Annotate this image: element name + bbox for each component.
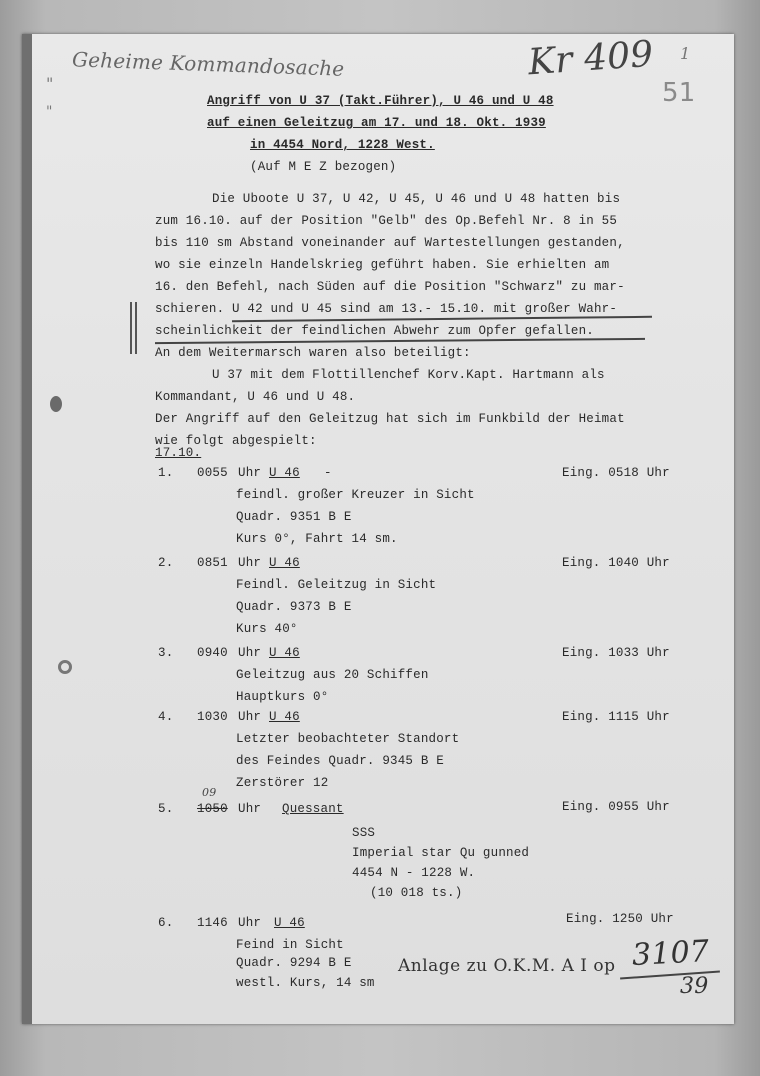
title-line-4: (Auf M E Z bezogen) [250,160,397,174]
entry-line: Kurs 0°, Fahrt 14 sm. [236,532,398,546]
entry-received: Eing. 0518 Uhr [562,466,670,480]
pencil-underline [155,338,645,344]
entry-time: 1030 [197,710,228,724]
entry-received: Eing. 1033 Uhr [562,646,670,660]
archive-reference: Kr 409 [526,33,655,84]
entry-line: Imperial star Qu gunned [352,846,530,860]
entry-line: SSS [352,826,376,840]
entry-received: Eing. 1250 Uhr [566,912,674,926]
entry-time: 0055 [197,466,228,480]
entry-sender: Quessant [282,802,344,816]
entry-received: Eing. 0955 Uhr [562,800,670,814]
entry-line: Feindl. Geleitzug in Sicht [236,578,437,592]
entry-line: feindl. großer Kreuzer in Sicht [236,488,475,502]
entry-sender: U 46 [274,916,305,930]
pencil-mark: " [46,74,54,93]
intro-line: schieren. U 42 und U 45 sind am 13.- 15.10. mit großer Wahr- [155,302,618,316]
pencil-underline [232,316,652,322]
title-line-1: Angriff von U 37 (Takt.Führer), U 46 und U 48 [207,94,554,108]
entry-received: Eing. 1115 Uhr [562,710,670,724]
intro-line: bis 110 sm Abstand voneinander auf Wartestellungen gestanden, [155,236,625,250]
intro-line: Kommandant, U 46 und U 48. [155,390,356,404]
punch-hole [50,396,62,412]
entry-line: Feind in Sicht [236,938,344,952]
entry-sender: U 46 [269,556,300,570]
intro-line: zum 16.10. auf der Position "Gelb" des Op.Befehl Nr. 8 in 55 [155,214,618,228]
entry-received: Eing. 1040 Uhr [562,556,670,570]
entry-uhr: Uhr [238,556,262,570]
intro-line: wo sie einzeln Handelskrieg geführt haben. Sie erhielten am [155,258,610,272]
intro-line: An dem Weitermarsch waren also beteiligt: [155,346,471,360]
time-correction: 09 [202,786,217,799]
entry-uhr: Uhr [238,916,262,930]
entry-line: Letzter beobachteter Standort [236,732,460,746]
margin-bar [135,302,137,354]
entry-number: 5. [158,802,174,816]
entry-uhr: Uhr [238,466,262,480]
handwritten-classification: Geheime Kommandosache [71,47,345,81]
stamp-handwritten-number: 3107 [631,934,711,973]
title-line-3: in 4454 Nord, 1228 West. [250,138,435,152]
entry-uhr: Uhr [238,802,262,816]
intro-line: scheinlichkeit der feindlichen Abwehr zum Opfer gefallen. [155,324,594,338]
entry-line: (10 018 ts.) [370,886,463,900]
document-page [22,34,734,1024]
title-line-2: auf einen Geleitzug am 17. und 18. Okt. 1939 [207,116,546,130]
entry-sender: U 46 [269,646,300,660]
stamp-handwritten-suffix: 39 [680,974,709,999]
entry-sender: U 46 [269,466,300,480]
entry-uhr: Uhr [238,710,262,724]
entry-time: 0851 [197,556,228,570]
entry-line: Quadr. 9294 B E [236,956,352,970]
entry-line: Quadr. 9351 B E [236,510,352,524]
margin-bar [130,302,132,354]
page-number-mark: 1 [680,44,691,63]
date-heading: 17.10. [155,446,202,460]
entry-number: 4. [158,710,174,724]
intro-line: wie folgt abgespielt: [155,434,317,448]
entry-line: Kurs 40° [236,622,298,636]
intro-line: U 37 mit dem Flottillenchef Korv.Kapt. Hartmann als [212,368,605,382]
intro-line: Die Uboote U 37, U 42, U 45, U 46 und U 48 hatten bis [212,192,621,206]
punch-hole-ring [58,660,72,674]
entry-uhr: Uhr [238,646,262,660]
entry-line: 4454 N - 1228 W. [352,866,476,880]
archive-stamp: Anlage zu O.K.M. A I op [398,956,616,976]
entry-line: Quadr. 9373 B E [236,600,352,614]
entry-number: 3. [158,646,174,660]
entry-time: 1050 [197,802,228,816]
intro-line: 16. den Befehl, nach Süden auf die Position "Schwarz" zu mar- [155,280,625,294]
entry-number: 2. [158,556,174,570]
entry-number: 6. [158,916,174,930]
entry-number: 1. [158,466,174,480]
entry-line: Hauptkurs 0° [236,690,329,704]
pencil-mark-2: " [46,104,53,120]
entry-line: Zerstörer 12 [236,776,329,790]
page-number: 51 [662,78,696,108]
entry-dash: - [324,466,332,480]
intro-line: Der Angriff auf den Geleitzug hat sich im Funkbild der Heimat [155,412,625,426]
entry-time: 1146 [197,916,228,930]
entry-line: Geleitzug aus 20 Schiffen [236,668,429,682]
entry-sender: U 46 [269,710,300,724]
entry-time: 0940 [197,646,228,660]
entry-line: des Feindes Quadr. 9345 B E [236,754,444,768]
entry-line: westl. Kurs, 14 sm [236,976,375,990]
